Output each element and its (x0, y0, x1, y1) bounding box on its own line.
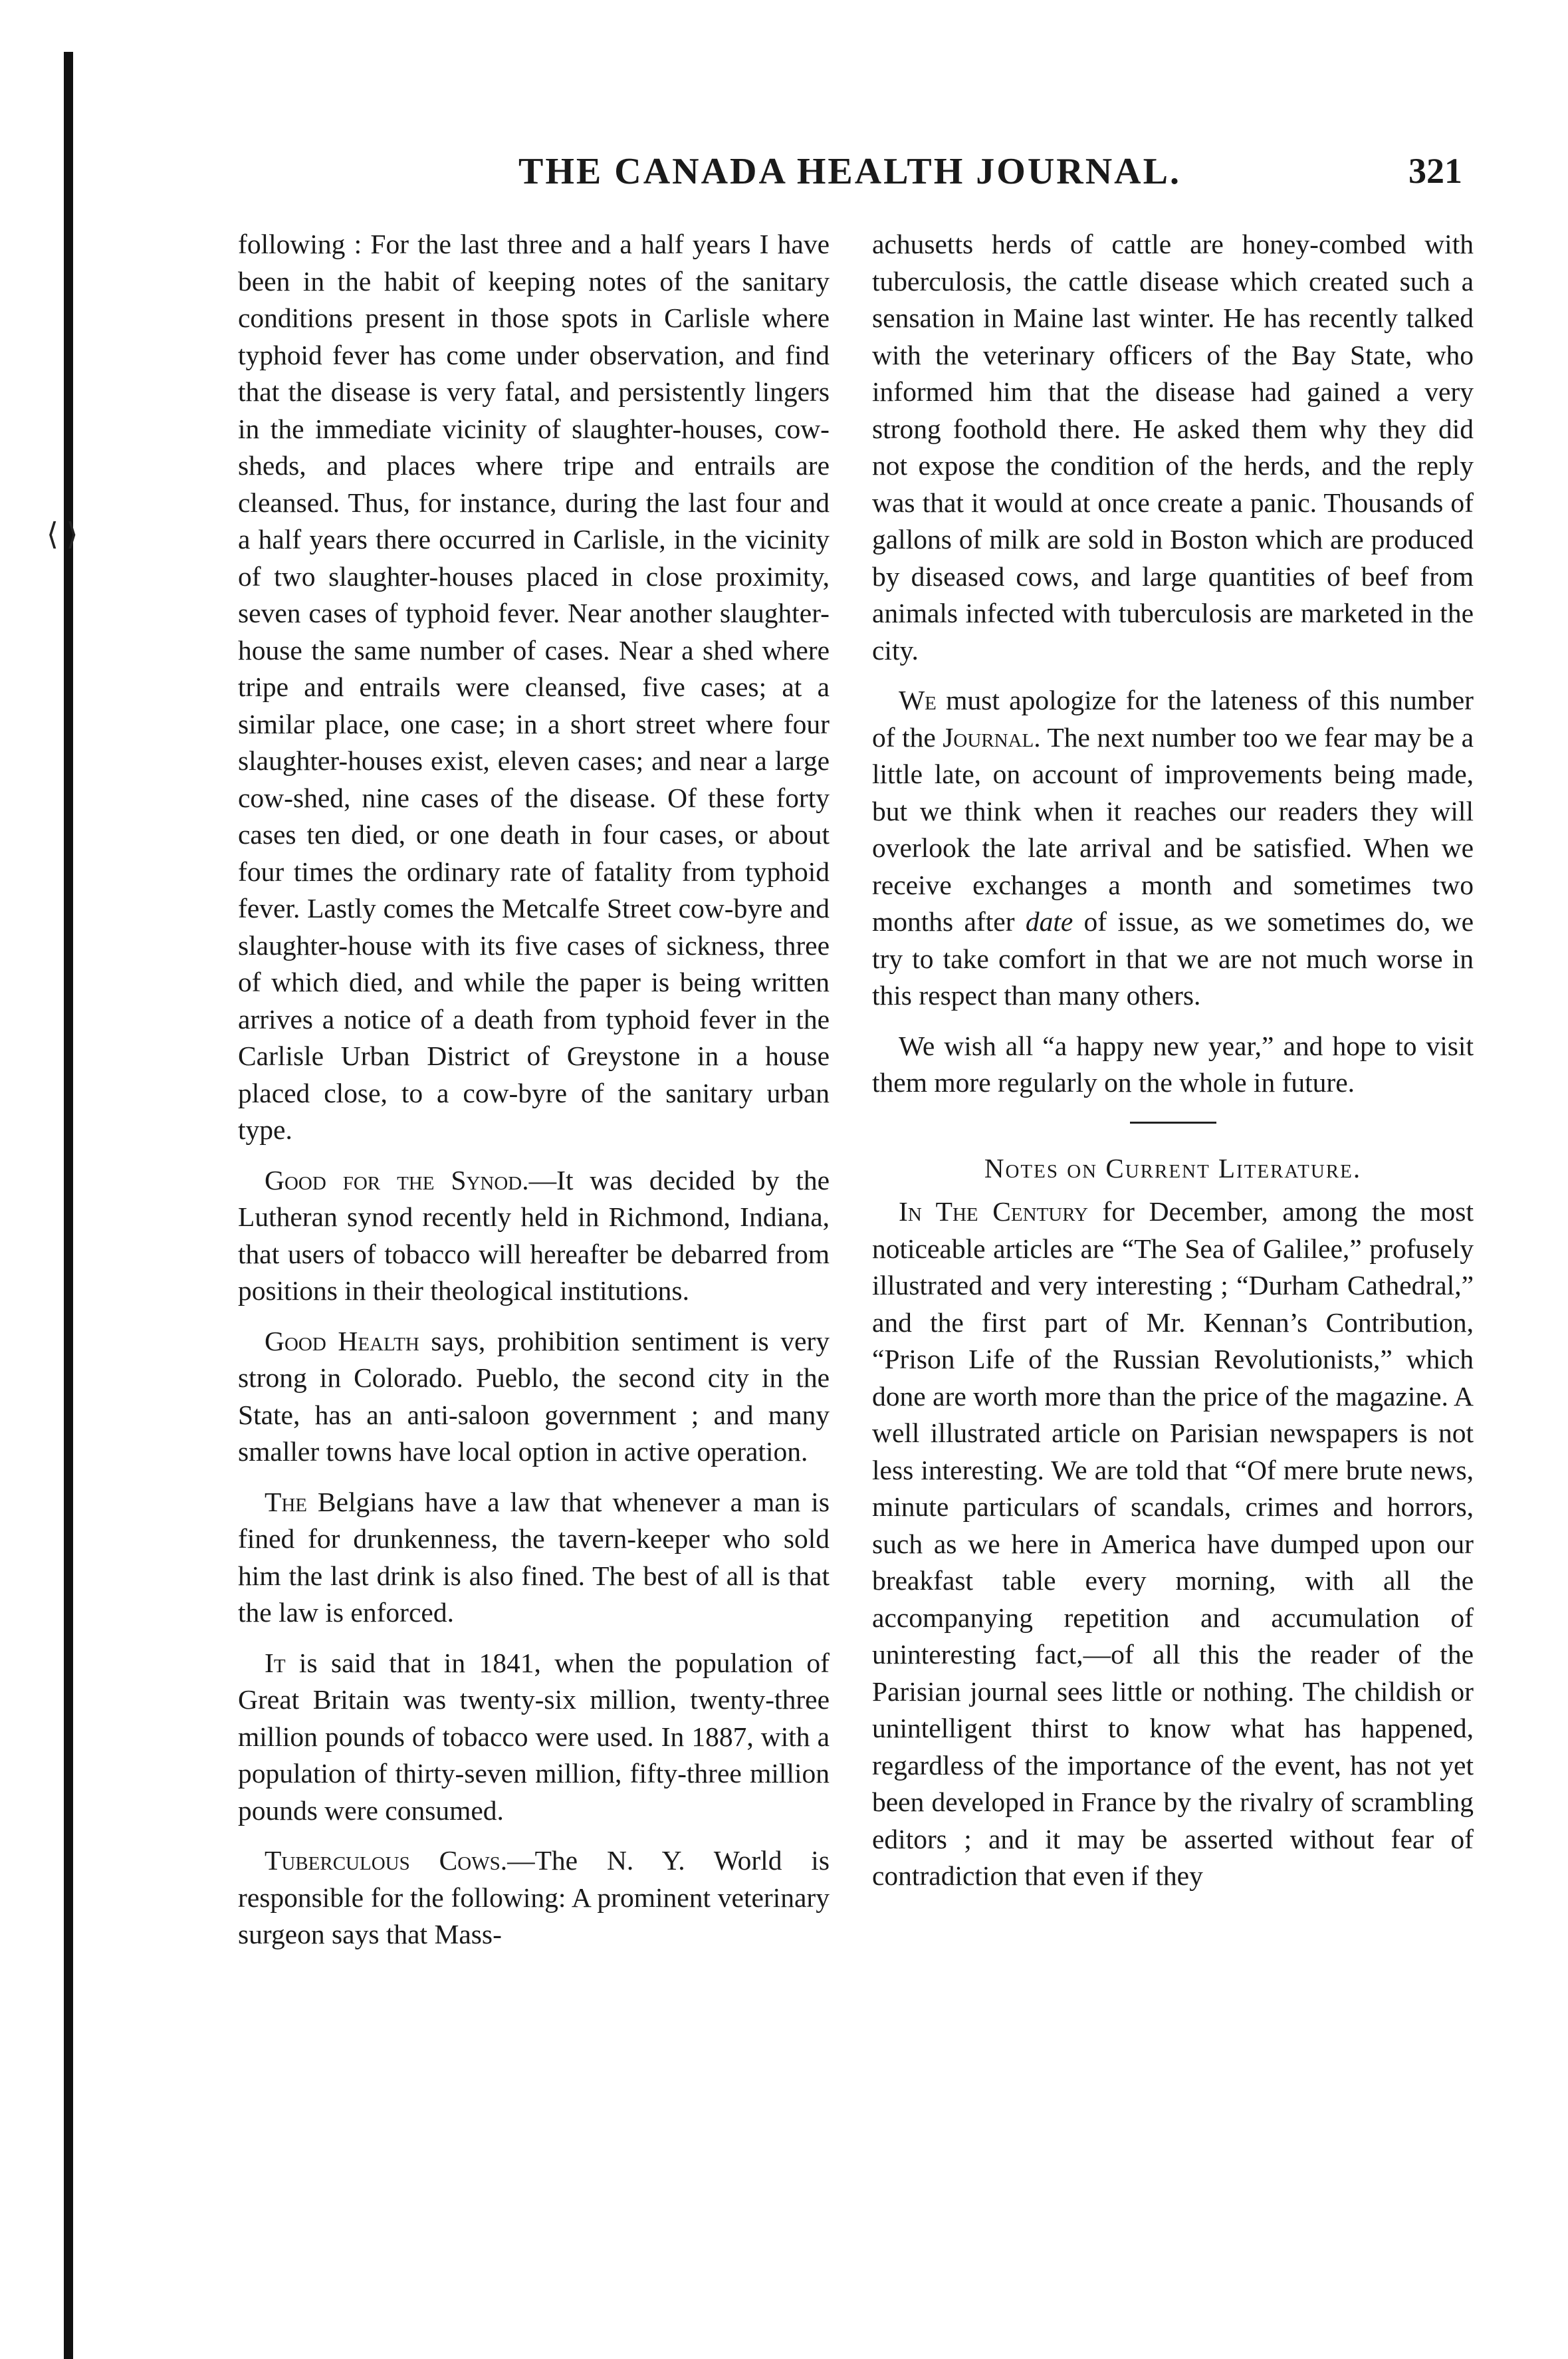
synod-paragraph (238, 1162, 830, 1310)
running-header (239, 150, 1476, 203)
good-health-paragraph (238, 1323, 830, 1471)
tuberculous-cows-text: —The N. Y. World is responsible for the following: A prominent veterinary surgeon says that Mass- (238, 1845, 830, 1949)
page-number: 321 (1408, 151, 1462, 191)
apology-lead: We (899, 685, 937, 715)
tuberculous-cows-paragraph (238, 1842, 830, 1953)
tobacco-paragraph (238, 1645, 830, 1830)
literature-heading: Notes on Current Literature. (984, 1152, 1362, 1183)
century-paragraph (872, 1193, 1474, 1895)
section-divider (1130, 1122, 1216, 1124)
synod-heading: Good for the Synod. (265, 1164, 529, 1195)
massachusetts-paragraph: achusetts herds of cattle are honey-combed with tuberculosis, the cattle disease which created such a sensation in Maine last winter. He has recently talked with the veterinary officers of the Bay State, who informed him that the disease had gained a very strong foothold there. He asked them why they did not expose the condition of the herds, and the reply was that it would at once create a panic. Thousands of gallons of milk are sold in Boston which are produced by diseased cows, and large quantities of beef from animals infected with tuberculosis are marketed in the city. (872, 229, 1474, 666)
date-word: date (1025, 906, 1073, 937)
tobacco-text: is said that in 1841, when the population of Great Britain was twenty-six million, twenty-three million pounds of tobacco were used. In 1887, with a population of thirty-seven million, fifty-three million pounds were consumed. (238, 1647, 830, 1826)
belgians-lead: The (265, 1486, 308, 1517)
new-year-paragraph: We wish all “a happy new year,” and hope to visit them more regularly on the whole in future. (872, 1030, 1474, 1098)
synod-text: —It was decided by the Lutheran synod recently held in Richmond, Indiana, that users of tobacco will hereafter be debarred from positions in their theological institutions. (238, 1164, 830, 1306)
right-column (872, 226, 1474, 1908)
tuberculous-cows-heading: Tuberculous Cows. (265, 1845, 508, 1876)
good-health-text: says, prohibition sentiment is very strong in Colorado. Pueblo, the second city in the State, has an anti-saloon government ; and many smaller towns have local option in active operation. (238, 1325, 830, 1467)
apology-text-c: of issue, as we sometimes do, we try to take comfort in that we are not much worse in this respect than many others. (872, 906, 1474, 1011)
left-column (238, 226, 830, 1967)
margin-mark: ⟨ ⟩ (47, 517, 78, 551)
belgians-paragraph (238, 1484, 830, 1632)
century-text: for December, among the most noticeable articles are “The Sea of Galilee,” profusely illustrated and very interesting ; “Durham Cathedral,” and the first part of Mr. Kennan’s Contribution, “Prison Life of the Russian Revolutionists,” which done are worth more than the price of the magazine. A well illustrated article on Parisian newspapers is not less interesting. We are told that “Of mere brute news, minute particulars of scandals, crimes and horrors, such as we here in America have dumped upon our breakfast table every morning, with all the accompanying repetition and accumulation of uninteresting fact,—of all this the reader of the Parisian journal sees little or nothing. The childish or unintelligent thirst to know what has happened, regardless of the importance of the event, has not yet been developed in France by the rivalry of scrambling editors ; and it may be asserted without fear of contradiction that even if they (872, 1196, 1474, 1891)
journal-word: Journal. (943, 721, 1041, 753)
apology-text-b: The next number too we fear may be a little late, on account of improvements being made, but we think when it reaches our readers they will overlook the late arrival and be satisfied. When we receive exchanges a month and sometimes two months after (872, 721, 1474, 937)
apology-text-a: must apologize for the lateness of this number of the (872, 685, 1474, 753)
century-lead: In The Century (899, 1196, 1088, 1227)
journal-title: THE CANADA HEALTH JOURNAL. (518, 151, 1181, 192)
good-health-heading: Good Health (265, 1325, 419, 1356)
tobacco-lead: It (265, 1647, 286, 1678)
apology-paragraph (872, 682, 1474, 1015)
binding-edge (64, 52, 73, 2359)
belgians-text: Belgians have a law that whenever a man is fined for drunkenness, the tavern-keeper who sold him the last drink is also fined. The best of all is that the law is enforced. (238, 1486, 830, 1628)
typhoid-paragraph: following : For the last three and a half years I have been in the habit of keeping notes of the sanitary conditions present in those spots in Carlisle where typhoid fever has come under observation, and find that the disease is very fatal, and persistently lingers in the immediate vicinity of slaughter-houses, cow-sheds, and places where tripe and entrails are cleansed. Thus, for instance, during the last four and a half years there occurred in Carlisle, in the vicinity of two slaughter-houses placed in close proximity, seven cases of typhoid fever. Near another slaughter-house the same number of cases. Near a shed where tripe and entrails were cleansed, five cases; at a similar place, one case; in a short street where four slaughter-houses exist, eleven cases; and near a large cow-shed, nine cases of the disease. Of these forty cases ten died, or one death in four cases, or about four times the ordinary rate of fatality from typhoid fever. Lastly comes the Metcalfe Street cow-byre and slaughter-house with its five cases of sickness, three of which died, and while the paper is being written arrives a notice of a death from typhoid fever in the Carlisle Urban District of Greystone in a house placed close, to a cow-byre of the sanitary urban type. (238, 229, 830, 1145)
